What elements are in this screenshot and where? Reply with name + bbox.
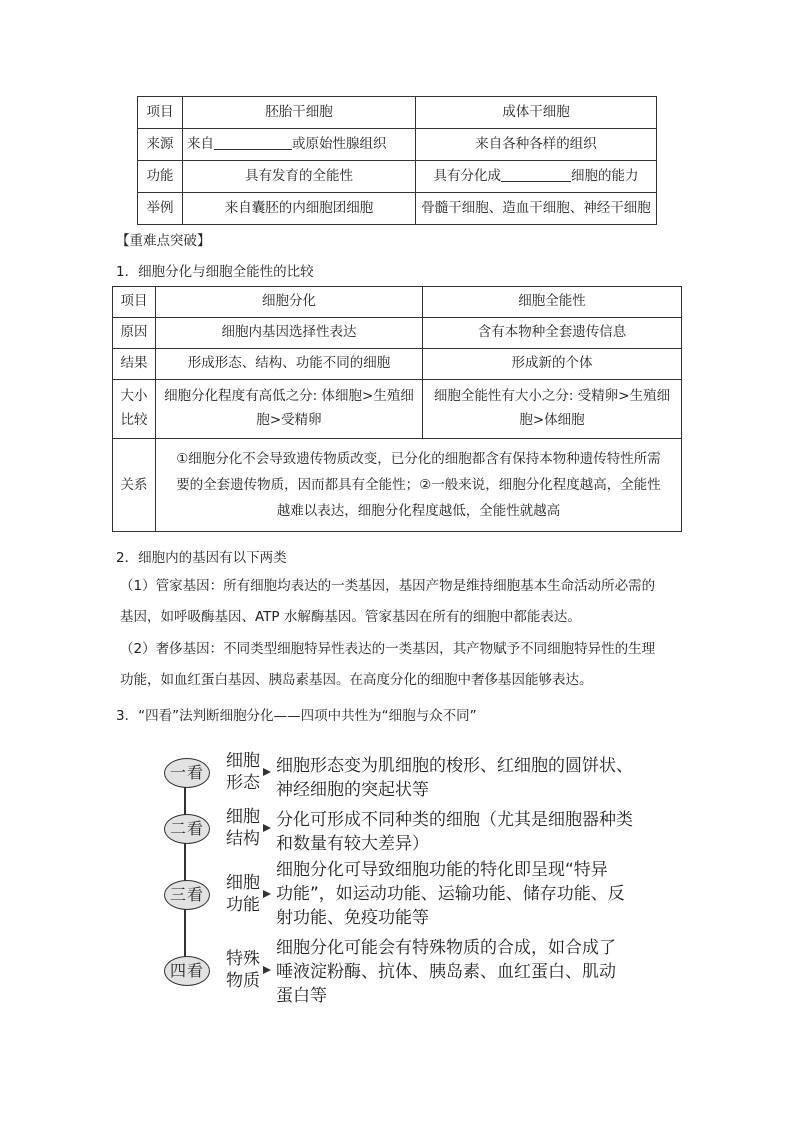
step-description: 细胞分化可能会有特殊物质的合成，如合成了 唾液淀粉酶、抗体、胰岛素、血红蛋白、肌动 蛋白等 [276, 938, 616, 1006]
cell-example-adult: 骨髓干细胞、造血干细胞、神经干细胞 [416, 193, 657, 225]
four-look-diagram [150, 740, 690, 1020]
cell-example-embryonic: 来自囊胚的内细胞团细胞 [183, 193, 416, 225]
step-label: 细胞 功能 [226, 873, 260, 915]
step-oval: 一看 [164, 758, 210, 788]
header-embryonic: 胚胎干细胞 [183, 97, 416, 129]
row-label: 结果 [113, 349, 156, 380]
cell-compare-a: 细胞分化程度有高低之分: 体细胞>生殖细 胞>受精卵 [156, 380, 423, 439]
stem-cell-table [137, 96, 657, 225]
paragraph-luxury: （2）奢侈基因：不同类型细胞特异性表达的一类基因，其产物赋予不同细胞特异性的生理 功能，如血红蛋白基因、胰岛素基因。在高度分化的细胞中奢侈基因能够表达。 [120, 641, 656, 688]
arrow-icon [263, 768, 271, 776]
row-label: 举例 [138, 193, 183, 225]
connector-line [184, 770, 186, 980]
step-description: 分化可形成不同种类的细胞（尤其是细胞器种类 和数量有较大差异） [276, 810, 633, 854]
heading-3: 3．“四看”法判断细胞分化——四项中共性为“细胞与众不同” [116, 708, 477, 724]
cell-cause-b: 含有本物种全套遗传信息 [423, 318, 682, 349]
cell-source-embryonic: 来自 或原始性腺组织 [183, 129, 416, 161]
cell-function-embryonic: 具有发育的全能性 [183, 161, 416, 193]
header-adult: 成体干细胞 [416, 97, 657, 129]
cell-result-a: 形成形态、结构、功能不同的细胞 [156, 349, 423, 380]
step-oval: 四看 [164, 956, 210, 986]
cell-relation: ①细胞分化不会导致遗传物质改变，已分化的细胞都含有保持本物种遗传特性所需 要的全套遗传物质，因而都具有全能性；②一般来说，细胞分化程度越高，全能性 越难以表达，细胞分化程度越低，全能性就越高 [156, 439, 682, 532]
heading-1: 1．细胞分化与细胞全能性的比较 [116, 264, 314, 280]
row-label: 功能 [138, 161, 183, 193]
row-label: 关系 [113, 439, 156, 532]
row-label: 来源 [138, 129, 183, 161]
row-label: 原因 [113, 318, 156, 349]
header-item: 项目 [113, 287, 156, 318]
header-totipotency: 细胞全能性 [423, 287, 682, 318]
cell-source-adult: 来自各种各样的组织 [416, 129, 657, 161]
row-label: 大小 比较 [113, 380, 156, 439]
heading-2: 2．细胞内的基因有以下两类 [116, 550, 287, 566]
cell-result-b: 形成新的个体 [423, 349, 682, 380]
step-oval: 二看 [164, 814, 210, 844]
fill-blank [214, 135, 292, 150]
step-oval: 三看 [164, 880, 210, 910]
paragraph-housekeeping: （1）管家基因：所有细胞均表达的一类基因，基因产物是维持细胞基本生命活动所必需的 基因，如呼吸酶基因、ATP 水解酶基因。管家基因在所有的细胞中都能表达。 [120, 578, 656, 625]
header-differentiation: 细胞分化 [156, 287, 423, 318]
step-label: 细胞 形态 [226, 751, 260, 793]
cell-function-adult: 具有分化成 细胞的能力 [416, 161, 657, 193]
cell-compare-b: 细胞全能性有大小之分: 受精卵>生殖细 胞>体细胞 [423, 380, 682, 439]
arrow-icon [263, 966, 271, 974]
cell-cause-a: 细胞内基因选择性表达 [156, 318, 423, 349]
section-title: 【重难点突破】 [116, 233, 211, 249]
step-description: 细胞形态变为肌细胞的梭形、红细胞的圆饼状、 神经细胞的突起状等 [276, 756, 633, 800]
differentiation-table [112, 286, 682, 532]
header-item: 项目 [138, 97, 183, 129]
arrow-icon [263, 824, 271, 832]
step-label: 特殊 物质 [226, 949, 260, 991]
step-label: 细胞 结构 [226, 807, 260, 849]
step-description: 细胞分化可导致细胞功能的特化即呈现“特异 功能”，如运动功能、运输功能、储存功能、反 射功能、免疫功能等 [276, 860, 625, 928]
arrow-icon [263, 890, 271, 898]
fill-blank [501, 167, 571, 182]
